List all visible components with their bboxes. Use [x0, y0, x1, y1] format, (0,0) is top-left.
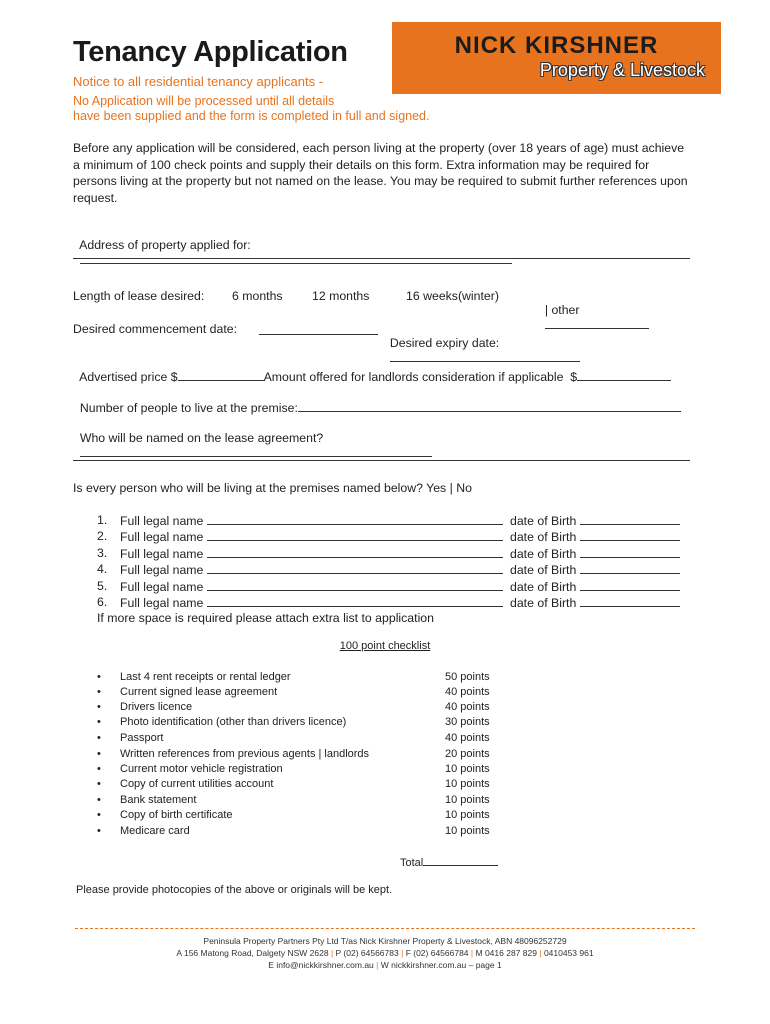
dob-row [510, 595, 680, 610]
list-number: 2. [97, 529, 108, 543]
commencement-field[interactable] [259, 334, 378, 335]
full-name-field[interactable] [207, 579, 503, 591]
address-field-line2[interactable] [73, 258, 690, 259]
checklist-points: 10 points [445, 763, 490, 775]
full-name-row [120, 579, 503, 594]
footer-company: Peninsula Property Partners Pty Ltd T/as Nick Kirshner Property & Livestock, ABN 48096252729 [203, 936, 567, 946]
photocopies-note: Please provide photocopies of the above or originals will be kept. [76, 884, 393, 896]
page-title: Tenancy Application [73, 36, 348, 68]
footer-divider [75, 928, 695, 929]
bullet-icon: • [97, 671, 101, 683]
checklist-points: 50 points [445, 671, 490, 683]
lease-label: Length of lease desired: [73, 289, 205, 303]
checklist-points: 40 points [445, 701, 490, 713]
checklist-points: 40 points [445, 686, 490, 698]
price-field[interactable] [178, 369, 264, 381]
price-label: Advertised price $ [79, 370, 178, 384]
full-name-field[interactable] [207, 595, 503, 607]
footer-mobile: M 0416 287 829 [475, 948, 537, 958]
footer-separator: | [539, 948, 542, 958]
total-row [400, 854, 498, 869]
bullet-icon: • [97, 716, 101, 728]
price-row [73, 355, 671, 384]
dob-field[interactable] [580, 546, 680, 558]
bullet-icon: • [97, 763, 101, 775]
full-name-label: Full legal name [120, 596, 204, 610]
checklist-points: 40 points [445, 732, 490, 744]
commencement-label: Desired commencement date: [73, 322, 238, 336]
dob-label: date of Birth [510, 563, 577, 577]
named-label: Who will be named on the lease agreement? [79, 431, 324, 445]
total-label: Total [400, 857, 424, 869]
list-number: 1. [97, 513, 108, 527]
footer-fax: F (02) 64566784 [405, 948, 469, 958]
checklist-item: Medicare card [120, 825, 190, 837]
full-name-row [120, 562, 503, 577]
footer-contact [0, 948, 770, 958]
lease-option-12-months[interactable]: 12 months [312, 289, 370, 303]
dob-label: date of Birth [510, 596, 577, 610]
footer-separator: | [330, 948, 334, 958]
checklist-points: 10 points [445, 825, 490, 837]
footer-address: A 156 Matong Road, Dalgety NSW 2628 [176, 948, 329, 958]
full-name-field[interactable] [207, 529, 503, 541]
offered-field[interactable] [577, 369, 671, 381]
checklist-item: Current signed lease agreement [120, 686, 278, 698]
dob-field[interactable] [580, 579, 680, 591]
dob-row [510, 529, 680, 544]
footer-website[interactable]: W nickkirshner.com.au – page 1 [380, 960, 502, 970]
full-name-label: Full legal name [120, 547, 204, 561]
bullet-icon: • [97, 686, 101, 698]
bullet-icon: • [97, 794, 101, 806]
full-name-label: Full legal name [120, 514, 204, 528]
bullet-icon: • [97, 701, 101, 713]
logo-tagline: Property & Livestock [539, 60, 705, 80]
lease-option-16-weeks[interactable]: 16 weeks(winter) [406, 289, 499, 303]
full-name-row [120, 546, 503, 561]
full-name-label: Full legal name [120, 563, 204, 577]
intro-paragraph: Before any application will be considered, each person living at the property (over 18 years of age) must achieve a minimum of 100 check points and supply their details on this form. Extra information may be required for persons living at the property but not named on the lease. You may be required to submit further references upon request. [73, 141, 688, 205]
named-field-line2[interactable] [73, 460, 690, 461]
people-field[interactable] [298, 400, 681, 412]
checklist-item: Last 4 rent receipts or rental ledger [120, 671, 291, 683]
dob-label: date of Birth [510, 530, 577, 544]
dob-row [510, 546, 680, 561]
bullet-icon: • [97, 809, 101, 821]
total-field[interactable] [423, 854, 498, 866]
notice-line-3: have been supplied and the form is completed in full and signed. [73, 109, 430, 123]
people-row [73, 386, 681, 415]
checklist-points: 10 points [445, 809, 490, 821]
named-row [73, 417, 432, 460]
expiry-label: Desired expiry date: [389, 336, 500, 350]
dob-row [510, 513, 680, 528]
lease-other-label: | other [544, 303, 580, 317]
bullet-icon: • [97, 748, 101, 760]
footer-separator: | [470, 948, 474, 958]
list-number: 6. [97, 595, 108, 609]
full-name-label: Full legal name [120, 530, 204, 544]
notice-line-1: Notice to all residential tenancy applicants - [73, 74, 324, 89]
bullet-icon: • [97, 825, 101, 837]
checklist-item: Current motor vehicle registration [120, 763, 283, 775]
bullet-icon: • [97, 732, 101, 744]
dob-row [510, 562, 680, 577]
footer-separator: | [376, 960, 379, 970]
dob-label: date of Birth [510, 580, 577, 594]
checklist-item: Passport [120, 732, 164, 744]
logo-name: NICK KIRSHNER [454, 32, 659, 59]
lease-option-6-months[interactable]: 6 months [232, 289, 283, 303]
footer-email[interactable]: E info@nickkirshner.com.au [268, 960, 374, 970]
notice-line-2: No Application will be processed until all details [73, 94, 335, 108]
offered-label: Amount offered for landlords consideration if applicable $ [263, 370, 578, 384]
people-label: Number of people to live at the premise: [79, 401, 298, 415]
checklist-item: Written references from previous agents | landlords [120, 748, 370, 760]
dob-field[interactable] [580, 595, 680, 607]
footer-mobile-2: 0410453 961 [543, 948, 594, 958]
full-name-label: Full legal name [120, 580, 204, 594]
checklist-points: 10 points [445, 794, 490, 806]
checklist-item: Copy of current utilities account [120, 778, 274, 790]
list-number: 5. [97, 579, 108, 593]
checklist-item: Bank statement [120, 794, 197, 806]
bullet-icon: • [97, 778, 101, 790]
address-row [73, 224, 512, 267]
dob-row [510, 579, 680, 594]
checklist-item: Copy of birth certificate [120, 809, 233, 821]
footer-separator: | [401, 948, 404, 958]
full-name-row [120, 529, 503, 544]
list-number: 3. [97, 546, 108, 560]
checklist-item: Drivers licence [120, 701, 193, 713]
checklist-heading: 100 point checklist [339, 640, 431, 652]
extra-list-note: If more space is required please attach extra list to application [97, 611, 434, 625]
checklist-points: 30 points [445, 716, 490, 728]
full-name-field[interactable] [207, 546, 503, 558]
address-label: Address of property applied for: [79, 238, 251, 252]
checklist-points: 20 points [445, 748, 490, 760]
full-name-row [120, 595, 503, 610]
full-name-row [120, 513, 503, 528]
named-field[interactable] [80, 445, 432, 457]
full-name-field[interactable] [207, 562, 503, 574]
dob-label: date of Birth [510, 547, 577, 561]
company-logo [392, 22, 721, 94]
footer-web [0, 960, 770, 970]
list-number: 4. [97, 562, 108, 576]
checklist-points: 10 points [445, 778, 490, 790]
full-name-field[interactable] [207, 513, 503, 525]
dob-label: date of Birth [510, 514, 577, 528]
dob-field[interactable] [580, 529, 680, 541]
footer-phone: P (02) 64566783 [335, 948, 399, 958]
checklist-item: Photo identification (other than drivers licence) [120, 716, 347, 728]
dob-field[interactable] [580, 562, 680, 574]
dob-field[interactable] [580, 513, 680, 525]
everyone-named-question: Is every person who will be living at the premises named below? Yes | No [73, 481, 472, 495]
